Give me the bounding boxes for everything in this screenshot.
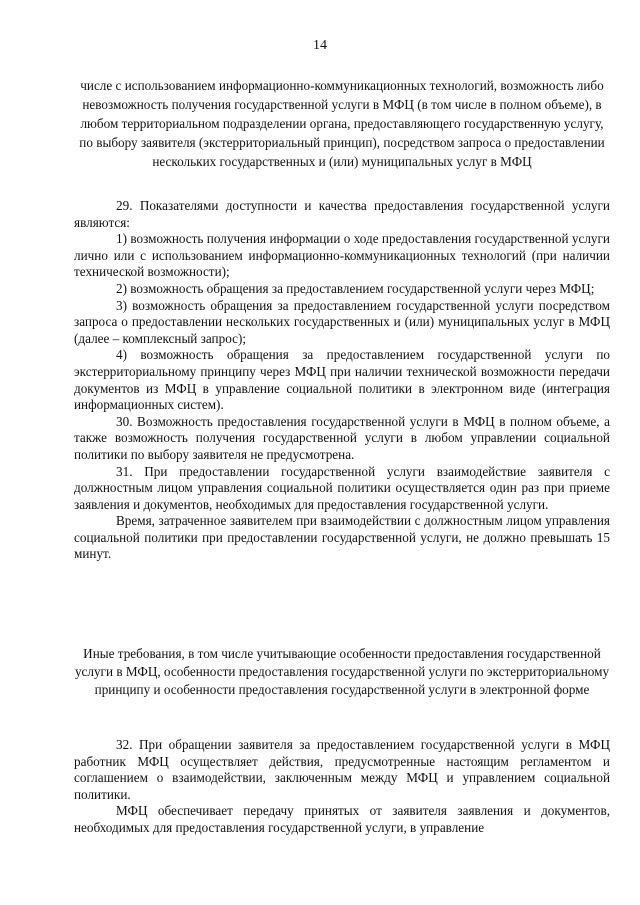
paragraph-30: 30. Возможность предоставления государственной услуги в МФЦ в полном объеме, а также возможность получения государственной услуги в любом управлении социальной политики по выбору заявителя не предусмотрена. (74, 413, 610, 462)
intro-paragraph: числе с использованием информационно-коммуникационных технологий, возможность либо невозможность получения государственной услуги в МФЦ (в том числе в полном объеме), в любом территориальном подразделении органа, предоставляющего государственную услугу, по выбору заявителя (экстерриториальный принцип), посредством запроса о предоставлении нескольких государственных и (или) муниципальных услуг в МФЦ (79, 78, 605, 169)
paragraph-29-item-3: 3) возможность обращения за предоставлением государственной услуги посредством запроса о предоставлении нескольких государственных и (или) муниципальных услуг в МФЦ (далее – комплексный запрос); (74, 297, 610, 346)
section-heading: Иные требования, в том числе учитывающие особенности предоставления государственной услуги в МФЦ, особенности предоставления государственной услуги по экстерриториальному принципу и особенности предоставления государственной услуги в электронной форме (74, 646, 610, 697)
paragraph-32: 32. При обращении заявителя за предоставлением государственной услуги в МФЦ работник МФЦ осуществляет действия, предусмотренные настоящим регламентом и соглашением о взаимодействии, заключенным между МФЦ и управлением социальной политики. (74, 737, 610, 802)
paragraph-29: 29. Показателями доступности и качества предоставления государственной услуги являются: (74, 198, 610, 230)
paragraph-32-continued: МФЦ обеспечивает передачу принятых от заявителя заявления и документов, необходимых для предоставления государственной услуги, в управление (74, 803, 610, 835)
paragraph-29-item-1: 1) возможность получения информации о ходе предоставления государственной услуги лично или с использованием информационно-коммуникационных технологий (при наличии технической возможности); (74, 231, 610, 280)
paragraph-29-item-2: 2) возможность обращения за предоставлением государственной услуги через МФЦ; (116, 280, 595, 296)
paragraph-29-item-4: 4) возможность обращения за предоставлением государственной услуги по экстерриториальному принципу через МФЦ при наличии технической возможности передачи документов из МФЦ в управление социальной политики в электронном виде (интеграция информационных систем). (74, 347, 610, 413)
paragraph-31: 31. При предоставлении государственной услуги взаимодействие заявителя с должностным лицом управления социальной политики осуществляется один раз при приеме заявления и документов, необходимых для предоставления государственной услуги. (74, 463, 610, 512)
paragraph-31-time: Время, затраченное заявителем при взаимодействии с должностным лицом управления социальной политики при предоставлении государственной услуги, не должно превышать 15 минут. (74, 513, 610, 562)
section-32 (74, 737, 610, 837)
section-29 (74, 198, 610, 563)
page-number: 14 (313, 38, 327, 53)
